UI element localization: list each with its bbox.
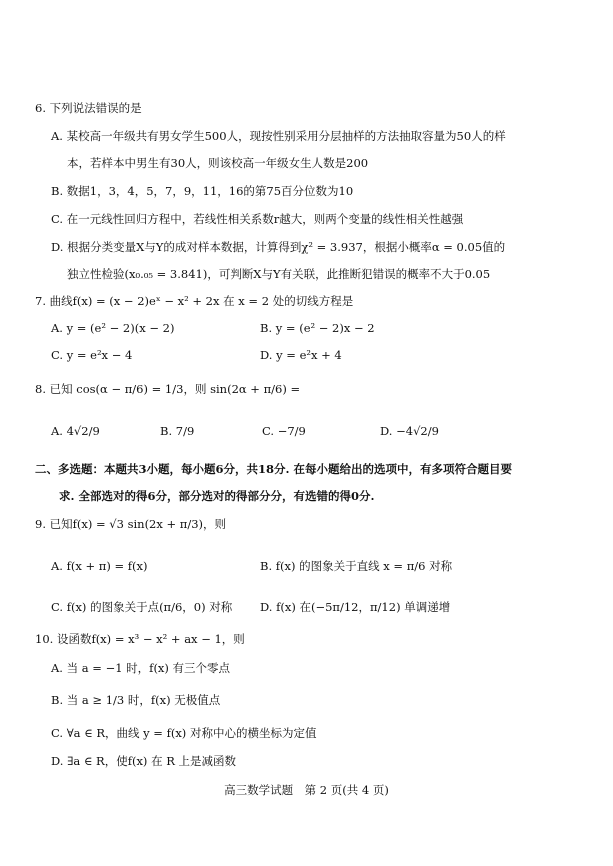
- q10-option-c: C. ∀a ∈ R，曲线 y = f(x) 对称中心的横坐标为定值: [51, 726, 317, 740]
- q8-option-c: C. −7/9: [262, 424, 306, 438]
- q8-option-d: D. −4√2/9: [380, 424, 439, 438]
- q6-option-d-line2: 独立性检验(x₀.₀₅ = 3.841)，可判断X与Y有关联，此推断犯错误的概率不大于0.05: [67, 267, 491, 281]
- q7-option-c: C. y = e²x − 4: [51, 348, 133, 362]
- q7-option-b: B. y = (e² − 2)x − 2: [260, 321, 375, 335]
- q10-option-a: A. 当 a = −1 时，f(x) 有三个零点: [51, 661, 231, 675]
- q6-option-a-line2: 本，若样本中男生有30人，则该校高一年级女生人数是200: [67, 156, 369, 170]
- q8-option-b: B. 7/9: [160, 424, 195, 438]
- q6-option-d-line1: D. 根据分类变量X与Y的成对样本数据，计算得到χ² = 3.937，根据小概率α = 0.05值的: [51, 240, 506, 254]
- q8-stem: 8. 已知 cos(α − π/6) = 1/3，则 sin(2α + π/6) =: [35, 382, 301, 396]
- q9-option-d: D. f(x) 在(−5π/12，π/12) 单调递增: [260, 600, 451, 614]
- q10-stem: 10. 设函数f(x) = x³ − x² + ax − 1，则: [35, 632, 245, 646]
- q7-option-a: A. y = (e² − 2)(x − 2): [51, 321, 175, 335]
- q7-option-d: D. y = e²x + 4: [260, 348, 342, 362]
- q9-stem: 9. 已知f(x) = √3 sin(2x + π/3)，则: [35, 517, 227, 531]
- q6-stem: 6. 下列说法错误的是: [35, 101, 142, 115]
- q9-option-b: B. f(x) 的图象关于直线 x = π/6 对称: [260, 559, 453, 573]
- q10-option-d: D. ∃a ∈ R，使f(x) 在 R 上是减函数: [51, 754, 237, 768]
- q9-option-a: A. f(x + π) = f(x): [51, 559, 148, 573]
- q7-stem: 7. 曲线f(x) = (x − 2)eˣ − x² + 2x 在 x = 2 处的切线方程是: [35, 294, 354, 308]
- q8-option-a: A. 4√2/9: [51, 424, 100, 438]
- q9-option-c: C. f(x) 的图象关于点(π/6，0) 对称: [51, 600, 233, 614]
- section2-heading-line1: 二、多选题：本题共3小题，每小题6分，共18分. 在每小题给出的选项中，有多项符合题目要: [35, 462, 513, 476]
- section2-heading-line2: 求. 全部选对的得6分，部分选对的得部分分，有选错的得0分.: [59, 489, 375, 503]
- q10-option-b: B. 当 a ≥ 1/3 时，f(x) 无极值点: [51, 693, 221, 707]
- page-footer: 高三数学试题 第 2 页(共 4 页): [224, 783, 389, 797]
- q6-option-b: B. 数据1，3，4，5，7，9，11，16的第75百分位数为10: [51, 184, 354, 198]
- q6-option-a-line1: A. 某校高一年级共有男女学生500人，现按性别采用分层抽样的方法抽取容量为50人的样: [51, 129, 506, 143]
- q6-option-c: C. 在一元线性回归方程中，若线性相关系数r越大，则两个变量的线性相关性越强: [51, 212, 464, 226]
